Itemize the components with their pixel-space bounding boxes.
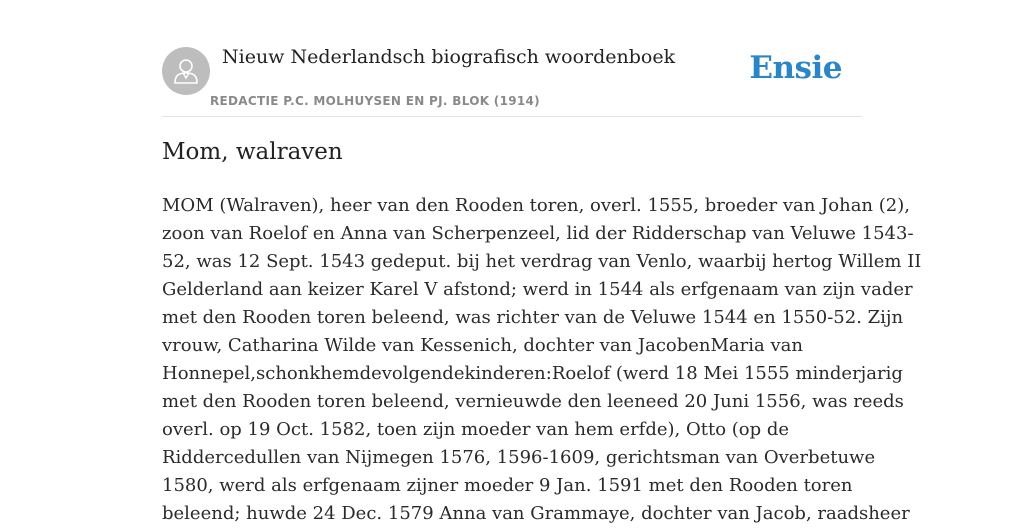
body-line: overl. op 19 Oct. 1582, toen zijn moeder van hem erfde), Otto (op de	[162, 419, 790, 440]
body-line: MOM (Walraven), heer van den Rooden toren, overl. 1555, broeder van Johan (2),	[162, 195, 910, 216]
entry-title: Mom, walraven	[162, 139, 343, 165]
body-line: Gelderland aan keizer Karel V afstond; werd in 1544 als erfgenaam van zijn vader	[162, 279, 913, 300]
body-line: 52, was 12 Sept. 1543 gedeput. bij het verdrag van Venlo, waarbij hertog Willem II	[162, 251, 922, 272]
ensie-logo[interactable]: Ensie	[749, 50, 842, 86]
body-line: Honnepel,schonkhemdevolgendekinderen:Roelof (werd 18 Mei 1555 minderjarig	[162, 363, 903, 384]
body-line: Riddercedullen van Nijmegen 1576, 1596-1609, gerichtsman van Overbetuwe	[162, 447, 876, 468]
body-line: met den Rooden toren beleend, was richter van de Veluwe 1544 en 1550-52. Zijn	[162, 307, 904, 328]
body-line: beleend; huwde 24 Dec. 1579 Anna van Grammaye, dochter van Jacob, raadsheer	[162, 503, 910, 524]
body-line: met den Rooden toren beleend, vernieuwde den leeneed 20 Juni 1556, was reeds	[162, 391, 904, 412]
body-line: 1580, werd als erfgenaam zijner moeder 9 Jan. 1591 met den Rooden toren	[162, 475, 853, 496]
editors-label: REDACTIE P.C. MOLHUYSEN EN PJ. BLOK (1914)	[210, 94, 540, 108]
book-title[interactable]: Nieuw Nederlandsch biografisch woordenboek	[222, 46, 676, 68]
body-line: zoon van Roelof en Anna van Scherpenzeel, lid der Ridderschap van Veluwe 1543-	[162, 223, 914, 244]
body-line: vrouw, Catharina Wilde van Kessenich, dochter van JacobenMaria van	[162, 335, 803, 356]
source-header	[162, 40, 862, 117]
user-icon[interactable]	[162, 47, 210, 95]
entry-body	[162, 192, 922, 528]
user-icon-glyph	[171, 56, 201, 86]
